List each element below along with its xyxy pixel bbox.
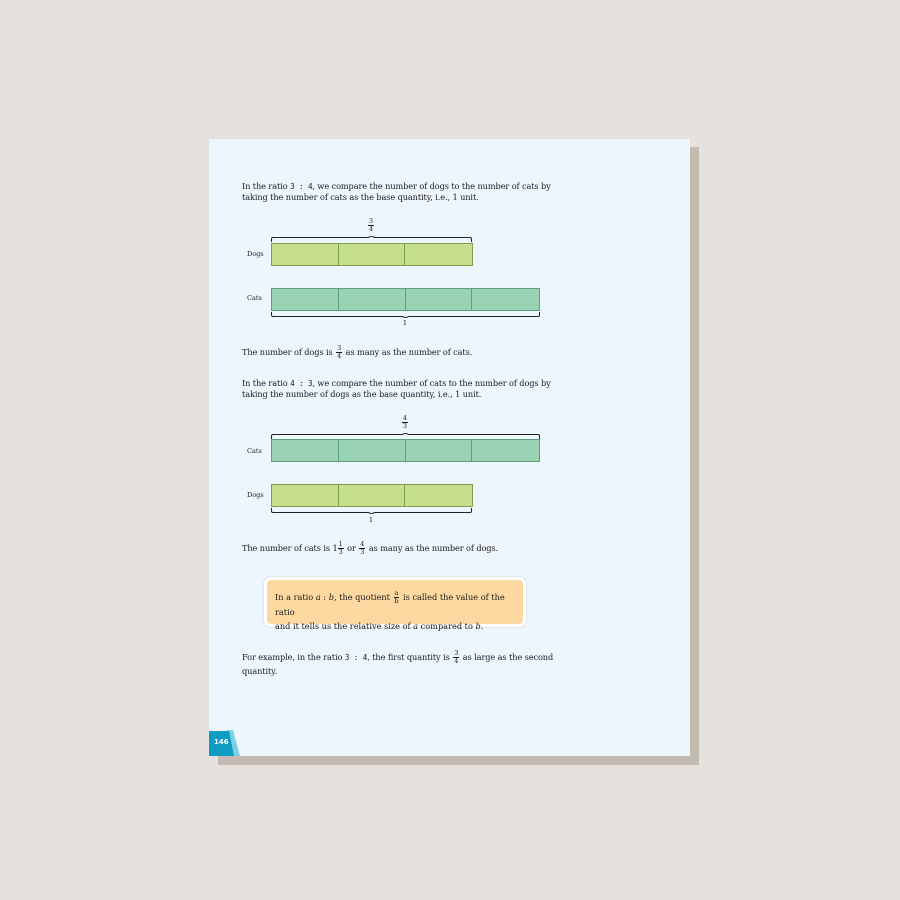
top-brace-label-1: $\frac{3}{4}$ [368,217,374,233]
cats-bar-2 [271,439,540,462]
section1-intro: In the ratio 3 : 4, we compare the number of dogs to the number of cats by taking the number of cats as the base quantity, i.e., 1 unit. [242,181,551,202]
bottom-brace-2 [271,508,472,514]
cats-unit [272,289,339,310]
row-label-cats-2: Cats [247,447,262,455]
dogs-unit [272,485,339,506]
dogs-unit [339,244,406,265]
top-brace-label-2: $\frac{4}{3}$ [402,414,408,430]
section2-conclusion: The number of cats is 1 $\frac{1}{3}$ or $\frac{4}{3}$ as many as the number of dogs. [242,540,499,556]
bottom-brace-1 [271,312,540,318]
cats-bar [271,288,540,311]
cats-unit [472,289,539,310]
top-brace-1 [271,236,472,242]
cats-unit [472,440,539,461]
cats-unit [406,289,473,310]
page-number: 146 [214,738,229,746]
cats-unit [339,440,406,461]
dogs-bar-2 [271,484,473,507]
definition-line-1: In a ratio a : b, the quotient $\frac{a}{b}$ is called the value of the ratio [275,589,505,617]
section1-conclusion: The number of dogs is $\frac{3}{4}$ as many as the number of cats. [242,344,473,360]
cats-unit [406,440,473,461]
row-label-cats: Cats [247,294,262,302]
cats-unit [339,289,406,310]
row-label-dogs: Dogs [247,250,264,258]
bottom-brace-label-2: 1 [368,516,374,524]
dogs-unit [405,244,472,265]
dogs-unit [339,485,406,506]
row-label-dogs-2: Dogs [247,491,264,499]
dogs-unit [272,244,339,265]
dogs-bar [271,243,473,266]
bottom-brace-label-1: 1 [402,319,408,327]
section2-intro: In the ratio 4 : 3, we compare the number of cats to the number of dogs by taking the number of dogs as the base quantity, i.e., 1 unit. [242,378,551,399]
cats-unit [272,440,339,461]
definition-line-2: and it tells us the relative size of a compared to b. [275,621,484,631]
textbook-page [209,139,690,756]
dogs-unit [405,485,472,506]
example-text: For example, in the ratio 3 : 4, the first quantity is $\frac{3}{4}$ as large as the second quantity. [242,649,554,676]
definition-callout [264,577,526,631]
